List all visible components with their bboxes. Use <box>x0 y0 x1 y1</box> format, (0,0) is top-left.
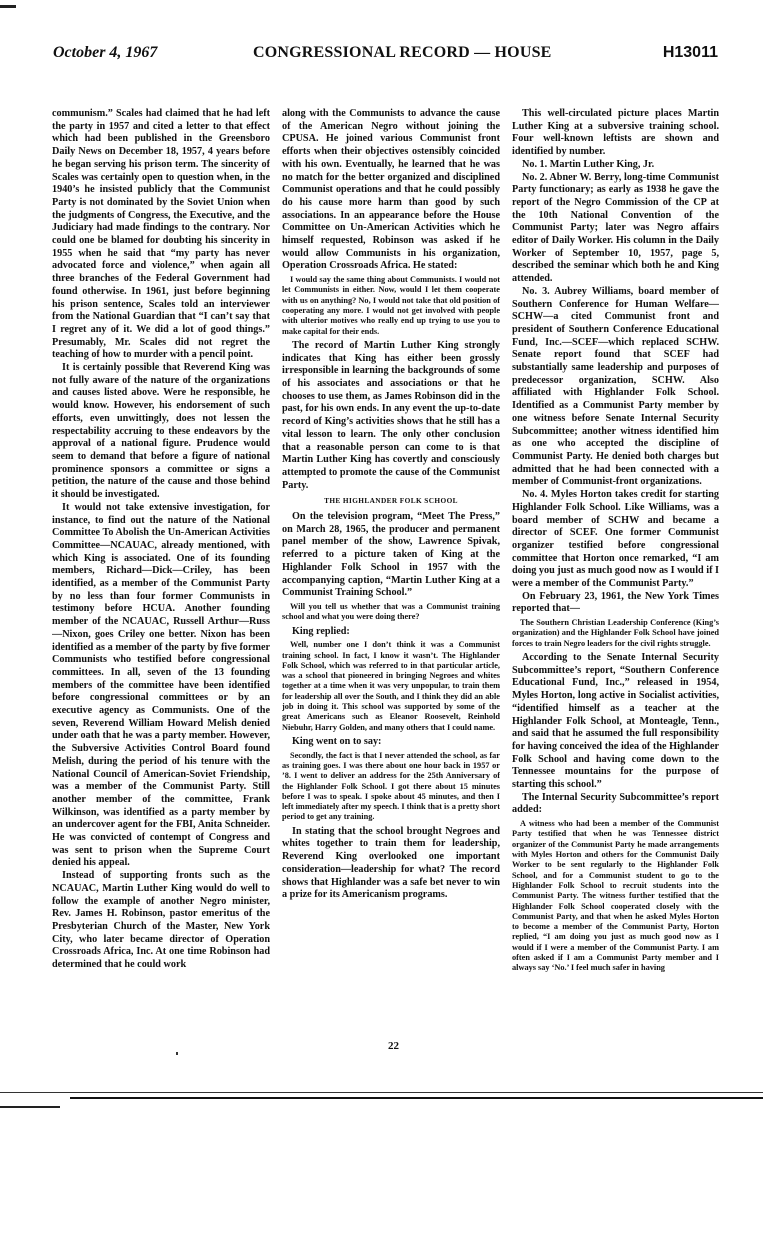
paragraph: According to the Senate Internal Security Subcommittee’s report, “Southern Conference Educational Fund, Inc.,” released in 1954, Myles Horton, long active in Socialist activities, “identified himself as a teacher at the Highlander Folk School, at Monteagle, Tenn., and said that he assumed the full responsibility for having conceived the idea of the Highlander Folk School and having come down to the Tennessee mountains for the purpose of starting this school.” <box>512 652 719 791</box>
block-quote: Secondly, the fact is that I never attended the school, as far as training goes. I was there about one hour back in 1957 or ’8. I went to deliver an address for the 25th Anniversary of the Highlander Folk School. I got there about 15 minutes before I was to speak. I spoke about 45 minutes, and then I left immediately after my speech. I think that is a pretty short period to get any training. <box>282 750 500 822</box>
column-3 <box>512 108 719 1033</box>
footer-page-number: 22 <box>388 1040 399 1052</box>
column-2 <box>282 108 500 1033</box>
header-title: CONGRESSIONAL RECORD — HOUSE <box>253 44 552 61</box>
paragraph: Instead of supporting fronts such as the NCAUAC, Martin Luther King would do well to follow the example of another Negro minister, Rev. James H. Robinson, pastor emeritus of the Presbyterian Church of the Master, New York City, who later became director of Operation Crossroads Africa, Inc. At one time Robinson had determined that he could work <box>52 870 270 971</box>
list-item: No. 2. Abner W. Berry, long-time Communist Party functionary; as early as 1938 he gave the report of the Negro Commission of the CP at the 10th National Convention of the Communist Party; later was Negro affairs editor of Daily Worker. His column in the Daily Worker of September 10, 1957, page 5, described the seminar which both he and King attended. <box>512 171 719 285</box>
scan-corner-mark <box>0 5 16 8</box>
paragraph: The record of Martin Luther King strongly indicates that King has either been grossly irresponsible in learning the backgrounds of some of his associates and associations or that he chooses to use them, as James Robinson did in the past, for his own ends. In any event the up-to-date record of King’s activities shows that he still has a vital lesson to learn. The only other conclusion that a reasonable person can come to is that Martin Luther King has covertly and consciously attempted to promote the cause of the Communist Party. <box>282 339 500 491</box>
paragraph: communism.” Scales had claimed that he had left the party in 1957 and cited a letter to that effect which had been published in the Greensboro Daily News on December 18, 1957, 4 years before he began serving his prison term. The sincerity of Scales was certainly open to question when, in the 1940’s he insisted publicly that the Communist Party is not dominated by the Soviet Union when the judgments of Congress, the Executive, and the Judiciary had made findings to the contrary. Nor could one be blamed for doubting his sincerity in 1955 when he said that “my party has never advocated force and violence,” when again all three branches of the Federal Government had found otherwise. In 1961, just before beginning his prison sentence, Scales told an interviewer from the National Guardian that “I can’t say that I regret any of it. We did a lot of good things.” Presumably, Mr. Scales did not regret the teaching of how to murder with a pencil point. <box>52 108 270 361</box>
paragraph: It would not take extensive investigation, for instance, to find out the nature of the National Committee To Abolish the Un-American Activities Committee—NCAUAC, already mentioned, with which King is associated. One of its founding members, Richard—Dick—Criley, has been identified, as a member of the Communist Party by no less than four former Communists in testimony before HCUA. Another founding member of the NCAUAC, Russell Arthur—Russ—Nixon, goes Criley one better. Nixon has been identified as a member of the party by five former Communists who testified before congressional committees. In all, seven of the 13 founding members of the committee have been identified before congressional committees or by an executive agency as Communists. One of the seven, Reverend William Howard Melish denied under oath that he was a party member. However, the Subversive Activities Control Board found Melish, during the period of his tenure with the National Council of American-Soviet Friendship, was a member of the Communist Party. Still another member of the committee, Frank Wilkinson, was identified as a party member by an undercover agent for the FBI, Anita Schneider. He was convicted of contempt of Congress and was sent to prison when the Supreme Court denied his appeal. <box>52 501 270 869</box>
section-heading: THE HIGHLANDER FOLK SCHOOL <box>324 496 458 506</box>
block-quote: A witness who had been a member of the Communist Party testified that when he was Tennessee district organizer of the Communist Party he made arrangements with Myles Horton and others for the Communist Daily Worker to be sent regularly to the Highlander Folk School, and for a Communist student to go to the Highlander Folk School to recruit students into the Communist Party. The witness further testified that the Highlander Folk School cooperated closely with the Communist Party, and that when he asked Myles Horton to become a member of the Communist Party, Horton replied, “I am doing you just as much good now as I would if I were a member of the Communist Party. I am often asked if I am a Communist Party member and I always say ‘No.’ I feel much safer in having <box>512 819 719 973</box>
scan-rule <box>70 1097 763 1099</box>
list-item: No. 4. Myles Horton takes credit for starting Highlander Folk School. Like Williams, was a board member of SCHW and became a director of SCEF. One former Communist organizer testified before congressional committee that Horton once remarked, “I am doing you just as much good now as I would if I were a member of the Communist Party.” <box>512 489 719 590</box>
paragraph: along with the Communists to advance the cause of the American Negro without joining the CPUSA. He joined various Communist front efforts when their objectives ostensibly coincided with his own. Eventually, he learned that he was no match for the better organized and disciplined Communist operations and that he could possibly do his cause more harm than good by such associations. In an appearance before the House Committee on Un-American Activities which he himself requested, Robinson was asked if he would allow Communists in his organization, Operation Crossroads Africa. He stated: <box>282 108 500 272</box>
list-item: No. 1. Martin Luther King, Jr. <box>522 158 655 170</box>
lead-in: King replied: <box>292 625 350 637</box>
list-item: No. 3. Aubrey Williams, board member of Southern Conference for Human Welfare—SCHW—a cited Communist front and president of Southern Conference Educational Fund, Inc.—SCEF—which replaced SCHW. Senate report found that SCEF had substantially same leadership and purposes of predecessor organization, SCHW. Also affiliated with Highlander Folk School. Identified as a Communist Party member by one witness before Senate Internal Security Subcommittee; another witness identified him as one who accepted the discipline of Communist Party. He denied both charges but admitted that he had been connected with a member of Communist-front organizations. <box>512 285 719 488</box>
header-page-number: H13011 <box>662 44 718 61</box>
block-quote: Will you tell us whether that was a Communist training school and what you were doing there? <box>282 601 500 622</box>
page-header <box>53 44 718 68</box>
header-date: October 4, 1967 <box>53 44 158 61</box>
scan-rule <box>0 1106 60 1108</box>
lead-in: King went on to say: <box>292 735 382 747</box>
paragraph: It is certainly possible that Reverend King was not fully aware of the nature of the organizations and causes listed above. Were he responsible, he would know. However, his endorsement of such efforts, even unwittingly, does not lessen the respectability accruing to these endeavors by the approval of a national figure. Prudence would seem to demand that before a figure of national prominence sponsors a committee or signs a petition, the nature of the cause and those behind it should be investigated. <box>52 362 270 501</box>
paragraph: On the television program, “Meet The Press,” on March 28, 1965, the producer and permanent panel member of the show, Lawrence Spivak, referred to a picture taken of King at the Highlander Folk School in 1957 with the accompanying caption, “Martin Luther King at a Communist Training School.” <box>282 511 500 599</box>
scan-rule <box>0 1092 763 1093</box>
block-quote: The Southern Christian Leadership Conference (King’s organization) and the Highlander Folk School have joined forces to train Negro leaders for the civil rights struggle. <box>512 618 719 648</box>
block-quote: Well, number one I don’t think it was a Communist training school. In fact, I know it wasn’t. The Highlander Folk School, which was referred to in that particular article, was a school that pioneered in bringing Negroes and whites together at a time when it was very unpopular, to train them for leadership all over the South, and I think they did an able job in doing it. This school was supported by some of the great Americans such as Eleanor Roosevelt, Reinhold Niebuhr, Harry Golden, and many others that I could name. <box>282 640 500 732</box>
paragraph: This well-circulated picture places Martin Luther King at a subversive training school. Four well-known leftists are shown and identified by number. <box>512 108 719 158</box>
column-1 <box>52 108 270 1033</box>
paragraph: On February 23, 1961, the New York Times reported that— <box>512 590 719 615</box>
block-quote: I would say the same thing about Communists. I would not let Communists in either. Now, would I let them cooperate with us on anything? No, I would not take that old position of cooperating any more. I would not get involved with people with ulterior motives who really end up trying to use you to make capital for their ends. <box>282 275 500 336</box>
scan-speck <box>176 1052 178 1055</box>
paragraph: The Internal Security Subcommittee’s report added: <box>512 791 719 816</box>
paragraph: In stating that the school brought Negroes and whites together to train them for leadership, Reverend King overlooked one important consideration—leadership for what? The record shows that Highlander was a safe bet never to win a prize for its Americanism programs. <box>282 825 500 901</box>
